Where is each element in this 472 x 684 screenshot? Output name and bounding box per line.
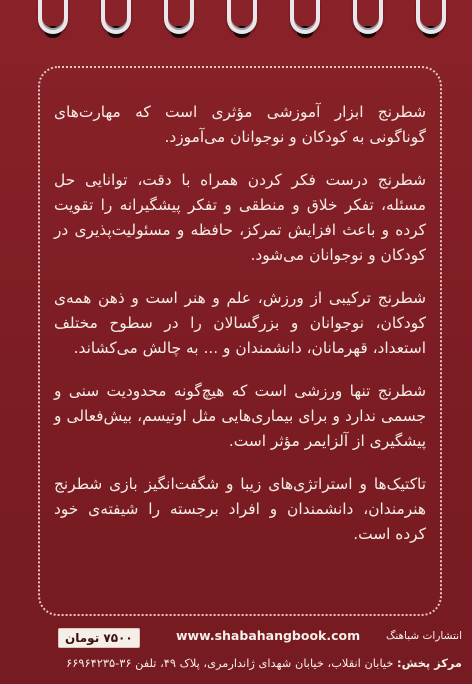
paragraph: شطرنج ترکیبی از ورزش، علم و هنر است و ذهن همه‌ی کودکان، نوجوانان و بزرگسالان را در سطوح مختلف استعداد، قهرمانان، دانشمندان و ... به چالش می‌کشاند. bbox=[54, 289, 426, 357]
paragraph: شطرنج ابزار آموزشی مؤثری است که مهارت‌های گوناگونی به کودکان و نوجوانان می‌آموزد. bbox=[54, 103, 426, 146]
spiral-binding bbox=[0, 0, 472, 40]
paragraph: شطرنج درست فکر کردن همراه با دقت، توانایی حل مسئله، تفکر خلاق و منطقی و تفکر پیشگیرانه را تقویت کرده و باعث افزایش تمرکز، حافظه و مسئولیت‌پذیری در کودکان و نوجوانان می‌شود. bbox=[54, 171, 426, 264]
address-text: خیابان انقلاب، خیابان شهدای ژاندارمری، پلاک ۴۹، تلفن ۳۶-۶۶۹۶۴۲۳۵ bbox=[66, 656, 394, 670]
distribution-label: مرکز پخش: bbox=[397, 656, 462, 670]
paragraph: تاکتیک‌ها و استراتژی‌های زیبا و شگفت‌انگیز بازی شطرنج هنرمندان، دانشمندان و افراد برجسته را شیفته‌ی خود کرده است. bbox=[54, 475, 426, 543]
binding-ring bbox=[353, 0, 383, 34]
price-tag: ۷۵۰۰ تومان bbox=[58, 628, 140, 648]
distribution-address bbox=[6, 654, 462, 672]
binding-ring bbox=[38, 0, 68, 34]
description-text bbox=[54, 100, 426, 565]
binding-ring bbox=[101, 0, 131, 34]
website-link[interactable]: www.shabahangbook.com bbox=[176, 628, 361, 643]
binding-ring bbox=[227, 0, 257, 34]
binding-ring bbox=[164, 0, 194, 34]
binding-ring bbox=[416, 0, 446, 34]
footer bbox=[0, 624, 472, 684]
paragraph: شطرنج تنها ورزشی است که هیچ‌گونه محدودیت سنی و جسمی ندارد و برای بیماری‌هایی مثل اوتیسم، بیش‌فعالی و پیشگیری از آلزایمر مؤثر است. bbox=[54, 382, 426, 450]
binding-ring bbox=[290, 0, 320, 34]
publisher-name: انتشارات شباهنگ bbox=[385, 630, 462, 642]
